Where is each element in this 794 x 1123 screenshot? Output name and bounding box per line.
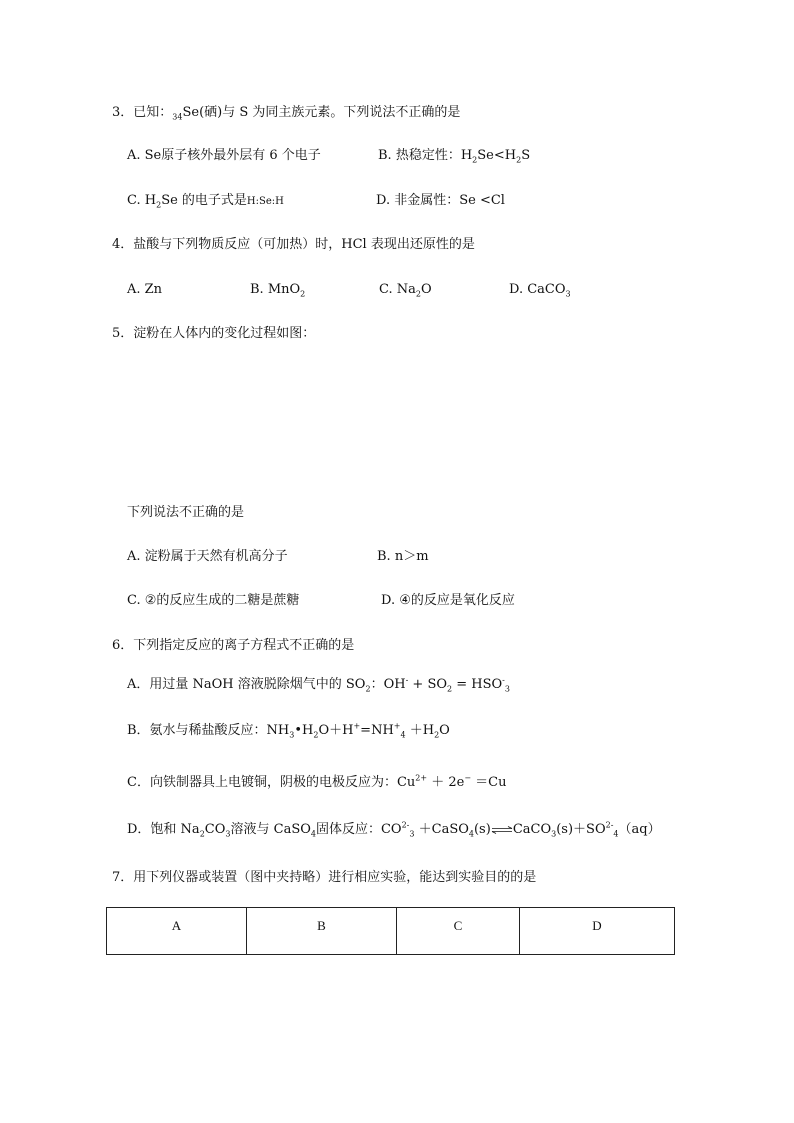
q6-d-sub4: 3 bbox=[551, 829, 557, 839]
q5-option-c: C. ②的反应生成的二糖是蔗糖 bbox=[127, 593, 300, 608]
q6-option-c: C．向铁制器具上电镀铜，阴极的电极反应为：$Cu^{2+} + 2e^- =Cu$ bbox=[127, 773, 507, 790]
q6-d-mid5: (s) bbox=[473, 822, 491, 837]
q5-lead: 下列说法不正确的是 bbox=[127, 505, 245, 520]
q3-electron-formula: H:Se:H bbox=[246, 196, 284, 207]
q6-d-pre: D．饱和 Na bbox=[127, 822, 200, 837]
q3-option-c-pre: C. H bbox=[127, 193, 157, 208]
q7-answer-table bbox=[106, 907, 675, 955]
q5-option-b: B. n＞m bbox=[377, 549, 429, 564]
q6-d-sub3: 3 bbox=[409, 829, 415, 839]
q4-option-c-post: O bbox=[420, 282, 432, 297]
q3-option-b bbox=[378, 147, 530, 165]
q4-option-b-sub: 2 bbox=[300, 289, 306, 299]
q4-option-b-pre: B. MnO bbox=[250, 282, 301, 297]
q6-c-pre: C．向铁制器具上电镀铜，阴极的电极反应为：Cu bbox=[127, 775, 416, 790]
q6-a-sub1: 2 bbox=[365, 684, 371, 694]
q6-d-sub2: 3 bbox=[225, 829, 231, 839]
q4-option-c-sub: 2 bbox=[415, 289, 421, 299]
q6-a-mid: ：OH bbox=[370, 677, 406, 692]
q6-c-mid: ＋ 2e bbox=[427, 775, 465, 790]
q6-d-sub1: 2 bbox=[199, 829, 205, 839]
q6-d-post: （aq） bbox=[618, 822, 661, 837]
table-row bbox=[107, 908, 675, 955]
q3-option-b-sub2: 2 bbox=[516, 155, 522, 165]
q5-diagram-area bbox=[130, 350, 650, 490]
q6-d-mid: CO bbox=[204, 822, 226, 837]
q3-option-b-pre: B. 热稳定性：H bbox=[378, 148, 473, 163]
q3-option-c-mid: Se 的电子式是 bbox=[161, 193, 247, 208]
q3-stem-text: Se(硒)与 S 为同主族元素。下列说法不正确的是 bbox=[182, 105, 461, 120]
q7-header-a: A bbox=[107, 908, 247, 955]
q7-header-c: C bbox=[397, 908, 520, 955]
q6-d-mid7: (s)＋SO bbox=[556, 822, 606, 837]
q6-option-a: A．用过量 NaOH 溶液脱除烟气中的 $SO_2$：$OH^- + SO_2 = HSO^-_3$ bbox=[127, 675, 510, 694]
q4-option-c bbox=[379, 281, 432, 299]
q6-b-sub3: 2 bbox=[434, 730, 440, 740]
q3-option-b-mid: Se<H bbox=[477, 148, 517, 163]
q3-option-d: D. 非金属性：Se <Cl bbox=[376, 193, 505, 208]
q3-option-b-sub1: 2 bbox=[472, 155, 478, 165]
q6-a-mid3: = HSO bbox=[452, 677, 503, 692]
q6-d-mid4: ＋CaSO bbox=[414, 822, 469, 837]
equilibrium-arrow-icon bbox=[491, 826, 513, 834]
q4-option-d-pre: D. CaCO bbox=[509, 282, 566, 297]
q4-option-a: A. Zn bbox=[127, 282, 163, 297]
q7-header-d: D bbox=[520, 908, 675, 955]
q3-option-a: A. Se原子核外最外层有 6 个电子 bbox=[127, 148, 321, 163]
q6-b-sub1: 3 bbox=[289, 730, 295, 740]
q3-option-b-post: S bbox=[521, 148, 531, 163]
q4-stem: 4．盐酸与下列物质反应（可加热）时，HCl 表现出还原性的是 bbox=[112, 237, 475, 252]
q6-a-sub3: 3 bbox=[504, 684, 510, 694]
q6-b-mid3: =NH bbox=[360, 723, 394, 738]
q6-a-sub2: 2 bbox=[447, 684, 453, 694]
q5-stem: 5．淀粉在人体内的变化过程如图： bbox=[112, 326, 316, 341]
q4-option-d bbox=[509, 281, 571, 299]
q6-option-b: B．氨水与稀盐酸反应：$NH_3•H_2O+H^+=NH^+_4 +H_2O$ bbox=[127, 721, 450, 740]
q6-stem: 6．下列指定反应的离子方程式不正确的是 bbox=[112, 638, 355, 653]
q6-b-post: O bbox=[439, 723, 450, 738]
q7-stem: 7．用下列仪器或装置（图中夹持略）进行相应实验，能达到实验目的的是 bbox=[112, 870, 537, 885]
q4-option-c-pre: C. Na bbox=[379, 282, 416, 297]
q6-a-pre: A．用过量 NaOH 溶液脱除烟气中的 SO bbox=[127, 677, 366, 692]
q7-header-b: B bbox=[247, 908, 397, 955]
q6-c-post: ＝Cu bbox=[471, 775, 507, 790]
q5-option-a: A. 淀粉属于天然有机高分子 bbox=[127, 549, 288, 564]
q3-stem bbox=[112, 104, 460, 122]
q6-b-mid: •H bbox=[294, 723, 314, 738]
q6-b-mid2: O＋H bbox=[318, 723, 354, 738]
q6-d-mid3: 固体反应：CO bbox=[315, 822, 402, 837]
q3-option-c bbox=[127, 192, 284, 211]
q6-b-pre: B．氨水与稀盐酸反应：NH bbox=[127, 723, 290, 738]
q6-b-sub2: 2 bbox=[313, 730, 319, 740]
q3-option-c-sub: 2 bbox=[156, 200, 162, 210]
q6-a-mid2: + SO bbox=[408, 677, 448, 692]
q6-b-mid4: ＋H bbox=[405, 723, 435, 738]
q3-stem-prefix: 3．已知： bbox=[112, 105, 173, 120]
q3-stem-mass: 34 bbox=[172, 112, 183, 122]
q5-option-d: D. ④的反应是氧化反应 bbox=[381, 593, 515, 608]
q4-option-b bbox=[250, 281, 305, 299]
q6-d-mid6: CaCO bbox=[512, 822, 552, 837]
q6-d-mid2: 溶液与 CaSO bbox=[230, 822, 311, 837]
q6-option-d: D．饱和 $Na_2CO_3$溶液与 CaSO$_4$固体反应：$CO^{2-}_3$ ＋CaSO$_4$(s) $CaCO_3(s)+SO^{2-}_4(aq)$ bbox=[127, 820, 661, 839]
q4-option-d-sub: 3 bbox=[565, 289, 571, 299]
